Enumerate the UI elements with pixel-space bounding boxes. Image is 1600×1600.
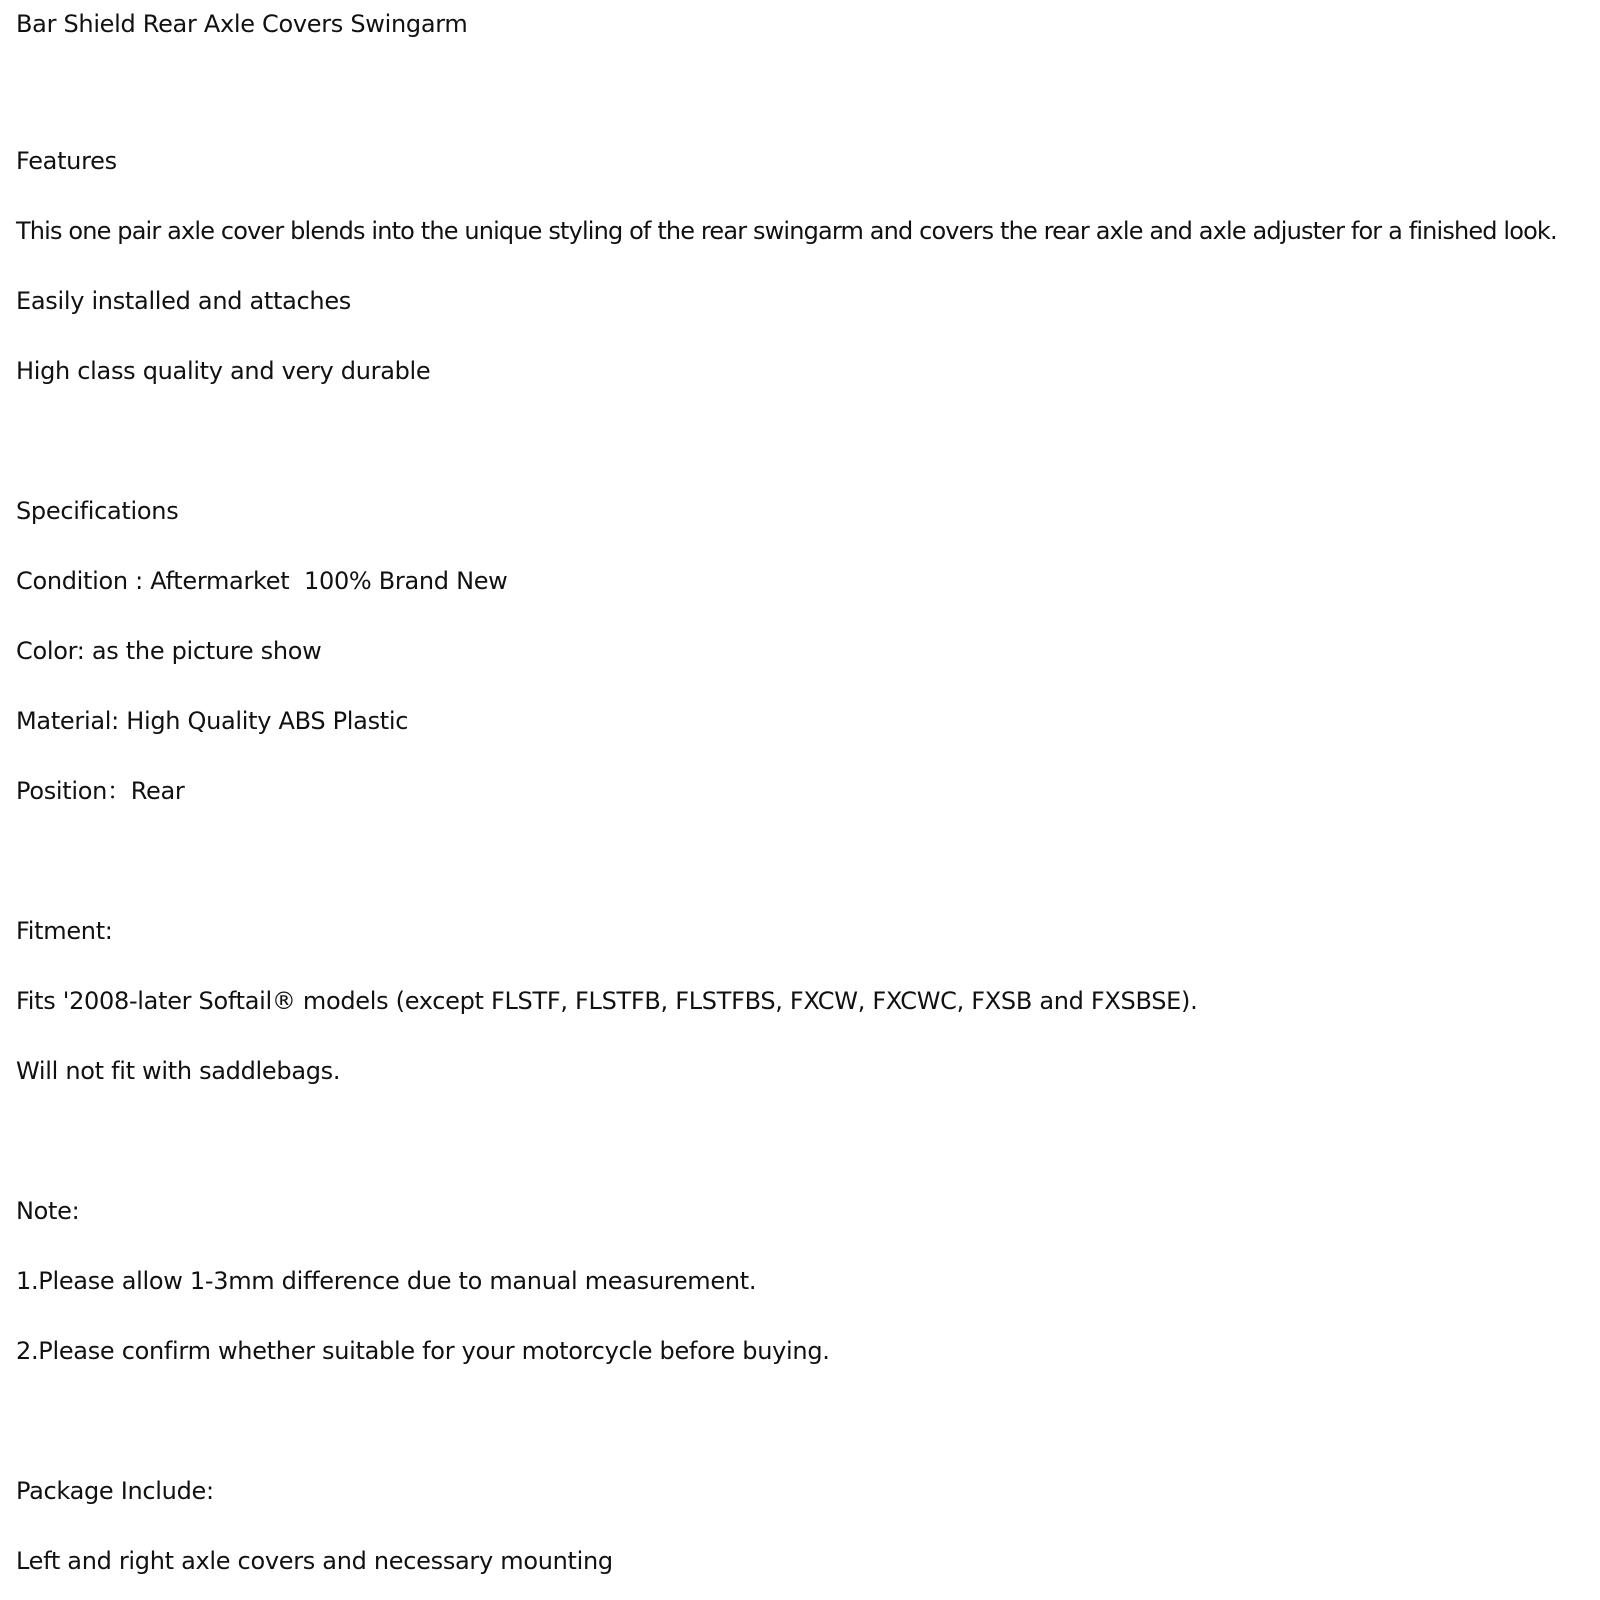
note-heading: Note: <box>16 1197 80 1225</box>
feature-item: This one pair axle cover blends into the unique styling of the rear swingarm and covers the rear axle and axle adjuster for a finished look. <box>16 217 1557 245</box>
package-heading: Package Include: <box>16 1477 214 1505</box>
note-item: 2.Please confirm whether suitable for your motorcycle before buying. <box>16 1337 830 1365</box>
specifications-heading: Specifications <box>16 497 179 525</box>
feature-item: High class quality and very durable <box>16 357 431 385</box>
spec-position: Position：Rear <box>16 777 185 805</box>
feature-item: Easily installed and attaches <box>16 287 351 315</box>
fitment-heading: Fitment: <box>16 917 113 945</box>
spec-material: Material: High Quality ABS Plastic <box>16 707 409 735</box>
spec-color: Color: as the picture show <box>16 637 322 665</box>
fitment-item: Will not fit with saddlebags. <box>16 1057 341 1085</box>
features-heading: Features <box>16 147 117 175</box>
spec-condition: Condition : Aftermarket 100% Brand New <box>16 567 508 595</box>
product-title: Bar Shield Rear Axle Covers Swingarm <box>16 10 468 38</box>
fitment-item: Fits '2008-later Softail® models (except FLSTF, FLSTFB, FLSTFBS, FXCW, FXCWC, FXSB and FXSBSE). <box>16 987 1198 1015</box>
note-item: 1.Please allow 1-3mm difference due to manual measurement. <box>16 1267 757 1295</box>
package-item: Left and right axle covers and necessary mounting <box>16 1547 613 1575</box>
